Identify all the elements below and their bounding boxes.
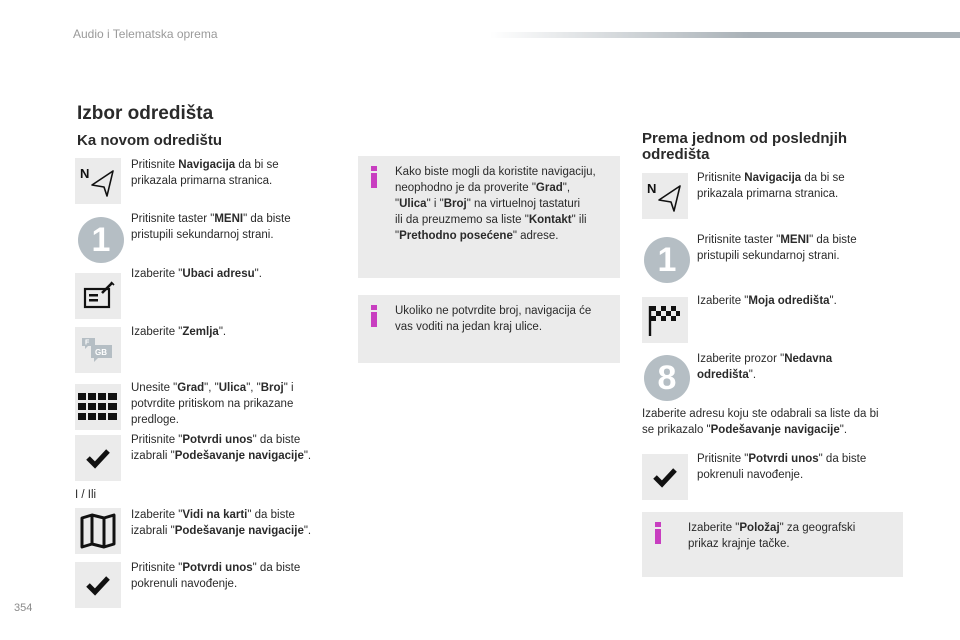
right-step-start-text: Pritisnite "Potvrdi unos" da biste pokrenuli navođenje. [697, 453, 867, 481]
confirm-check-icon [75, 562, 121, 608]
info-icon [369, 305, 381, 327]
navigation-icon [642, 173, 688, 219]
confirm-check-icon [75, 435, 121, 481]
info-box-text: Izaberite "Položaj" za geografski prikaz krajnje tačke. [688, 522, 856, 550]
right-step-navigation-text: Pritisnite Navigacija da bi se prikazala primarna stranica. [697, 172, 845, 200]
confirm-check-icon [642, 454, 688, 500]
info-box-position [642, 512, 903, 577]
navigation-icon [75, 158, 121, 204]
country-flag-icon [75, 327, 121, 373]
svg-text:F: F [85, 339, 90, 347]
info-box-contacts [358, 156, 620, 278]
number-1-icon: 1 [644, 237, 690, 283]
page-title: Izbor odredišta [77, 103, 214, 124]
keyboard-icon [75, 384, 121, 430]
info-box-text: Kako biste mogli da koristite navigaciju, neophodno je da proverite "Grad", "Ulica" i "Broj" na virtuelnoj tastaturi ili da preuzmemo sa liste "Kontakt" ili "Prethodno posećene" adrese. [395, 166, 596, 242]
step-enter-address-text: Izaberite "Ubaci adresu". [131, 268, 262, 280]
info-icon [653, 522, 665, 544]
right-subtitle: Prema jednom od poslednjih odredišta [642, 130, 848, 163]
step-country-text: Izaberite "Zemlja". [131, 326, 227, 338]
right-step-recent-text: Izaberite prozor "Nedavna odredišta". [697, 353, 833, 381]
checkered-flag-icon [642, 297, 688, 343]
step-menu-text: Pritisnite taster "MENI" da biste pristupili sekundarnoj strani. [131, 213, 291, 241]
step-start-text: Pritisnite "Potvrdi unos" da biste pokrenuli navođenje. [131, 562, 301, 590]
step-keyboard-text: Unesite "Grad", "Ulica", "Broj" i potvrdite pritiskom na prikazane predloge. [131, 382, 294, 426]
map-view-icon [75, 508, 121, 554]
step-map-text: Izaberite "Vidi na karti" da biste izabrali "Podešavanje navigacije". [131, 509, 312, 537]
right-step-menu-text: Pritisnite taster "MENI" da biste pristupili sekundarnoj strani. [697, 234, 857, 262]
right-step-destinations-text: Izaberite "Moja odredišta". [697, 295, 837, 307]
svg-text:GB: GB [95, 348, 107, 357]
running-header: Audio i Telematska oprema [73, 27, 218, 41]
svg-text:N: N [647, 181, 657, 196]
right-paragraph: Izaberite adresu koju ste odabrali sa liste da bi se prikazalo "Podešavanje navigacije". [642, 408, 879, 436]
info-icon [369, 166, 381, 188]
step-confirm-text: Pritisnite "Potvrdi unos" da biste izabrali "Podešavanje navigacije". [131, 434, 312, 462]
svg-text:N: N [80, 166, 90, 181]
or-label: I / Ili [75, 489, 97, 501]
step-navigation-text: Pritisnite Navigacija da bi se prikazala primarna stranica. [131, 159, 279, 187]
header-gradient-bar [490, 32, 960, 38]
page-number: 354 [14, 602, 33, 614]
number-8-icon: 8 [644, 355, 690, 401]
info-box-text: Ukoliko ne potvrdite broj, navigacija će vas voditi na jedan kraj ulice. [395, 305, 592, 333]
info-box-number [358, 295, 620, 363]
left-subtitle: Ka novom odredištu [77, 132, 223, 149]
number-1-icon: 1 [78, 217, 124, 263]
enter-address-icon [75, 273, 121, 319]
